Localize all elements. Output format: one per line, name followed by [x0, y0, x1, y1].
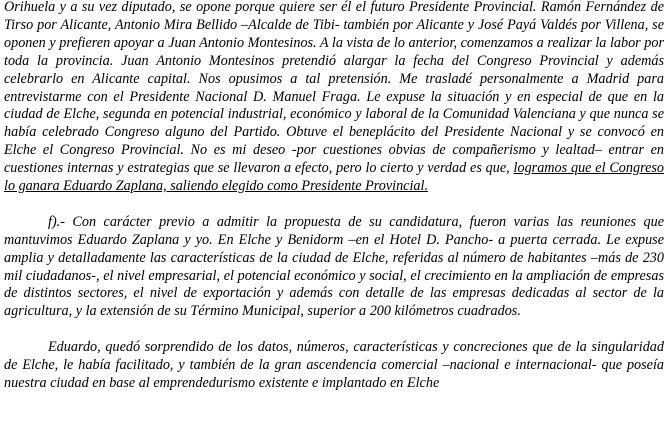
paragraph-2: f).- Con carácter previo a admitir la propuesta de su candidatura, fueron varias las reuniones que mantuvimos Eduardo Zaplana y yo. En Elche y Benidorm –en el Hotel D. Pancho- a puerta cerrada. Le expuse amplia y detalladamente las características de la ciudad de Elche, referidas al número de habitantes –más de 230 mil ciudadanos-, el nivel empresarial, el potencial económico y social, el crecimiento en la ampliación de empresas de distintos sectores, el nivel de exportación y además con detalle de las empresas dedicadas al sector de la agricultura, y la extensión de su Término Municipal, superior a 200 kilómetros cuadrados.: [4, 213, 664, 320]
paragraph-1: [4, 0, 664, 196]
paragraph-spacer: [4, 321, 664, 339]
paragraph-1-underlined-text: logramos que el Congreso lo ganara Eduardo Zaplana, saliendo elegido como Presidente Provincial.: [4, 160, 664, 195]
paragraph-1-text: Orihuela y a su vez diputado, se opone porque quiere ser él el futuro Presidente Provincial. Ramón Fernández de Tirso por Alicante, Antonio Mira Bellido –Alcalde de Tibi- también por Alicante y José Payá Valdés por Villena, se oponen y prefieren apoyar a Juan Antonio Montesinos. A la vista de lo anterior, comenzamos a realizar la labor por toda la provincia. Juan Antonio Montesinos pretendió alargar la fecha del Congreso Provincial y además celebrarlo en Alicante capital. Nos opusimos a tal pretensión. Me trasladé personalmente a Madrid para entrevistarme con el Presidente Nacional D. Manuel Fraga. Le expuse la situación y en especial de que en la ciudad de Elche, segunda en potencial industrial, económico y laboral de la Comunidad Valenciana y que nunca se había celebrado Congreso alguno del Partido. Obtuve el beneplácito del Presidente Nacional y se convocó en Elche el Congreso Provincial. No es mi deseo -por cuestiones obvias de compañerismo y lealtad– entrar en cuestiones internas y estrategias que se llevaron a efecto, pero lo cierto y verdad es que,: [4, 0, 664, 177]
paragraph-3: Eduardo, quedó sorprendido de los datos, números, características y concreciones que de la singularidad de Elche, le había facilitado, y también de la gran ascendencia comercial –nacional e internacional- que poseía nuestra ciudad en base al emprendedurismo existente e implantado en Elche: [4, 339, 664, 391]
paragraph-spacer: [4, 196, 664, 214]
